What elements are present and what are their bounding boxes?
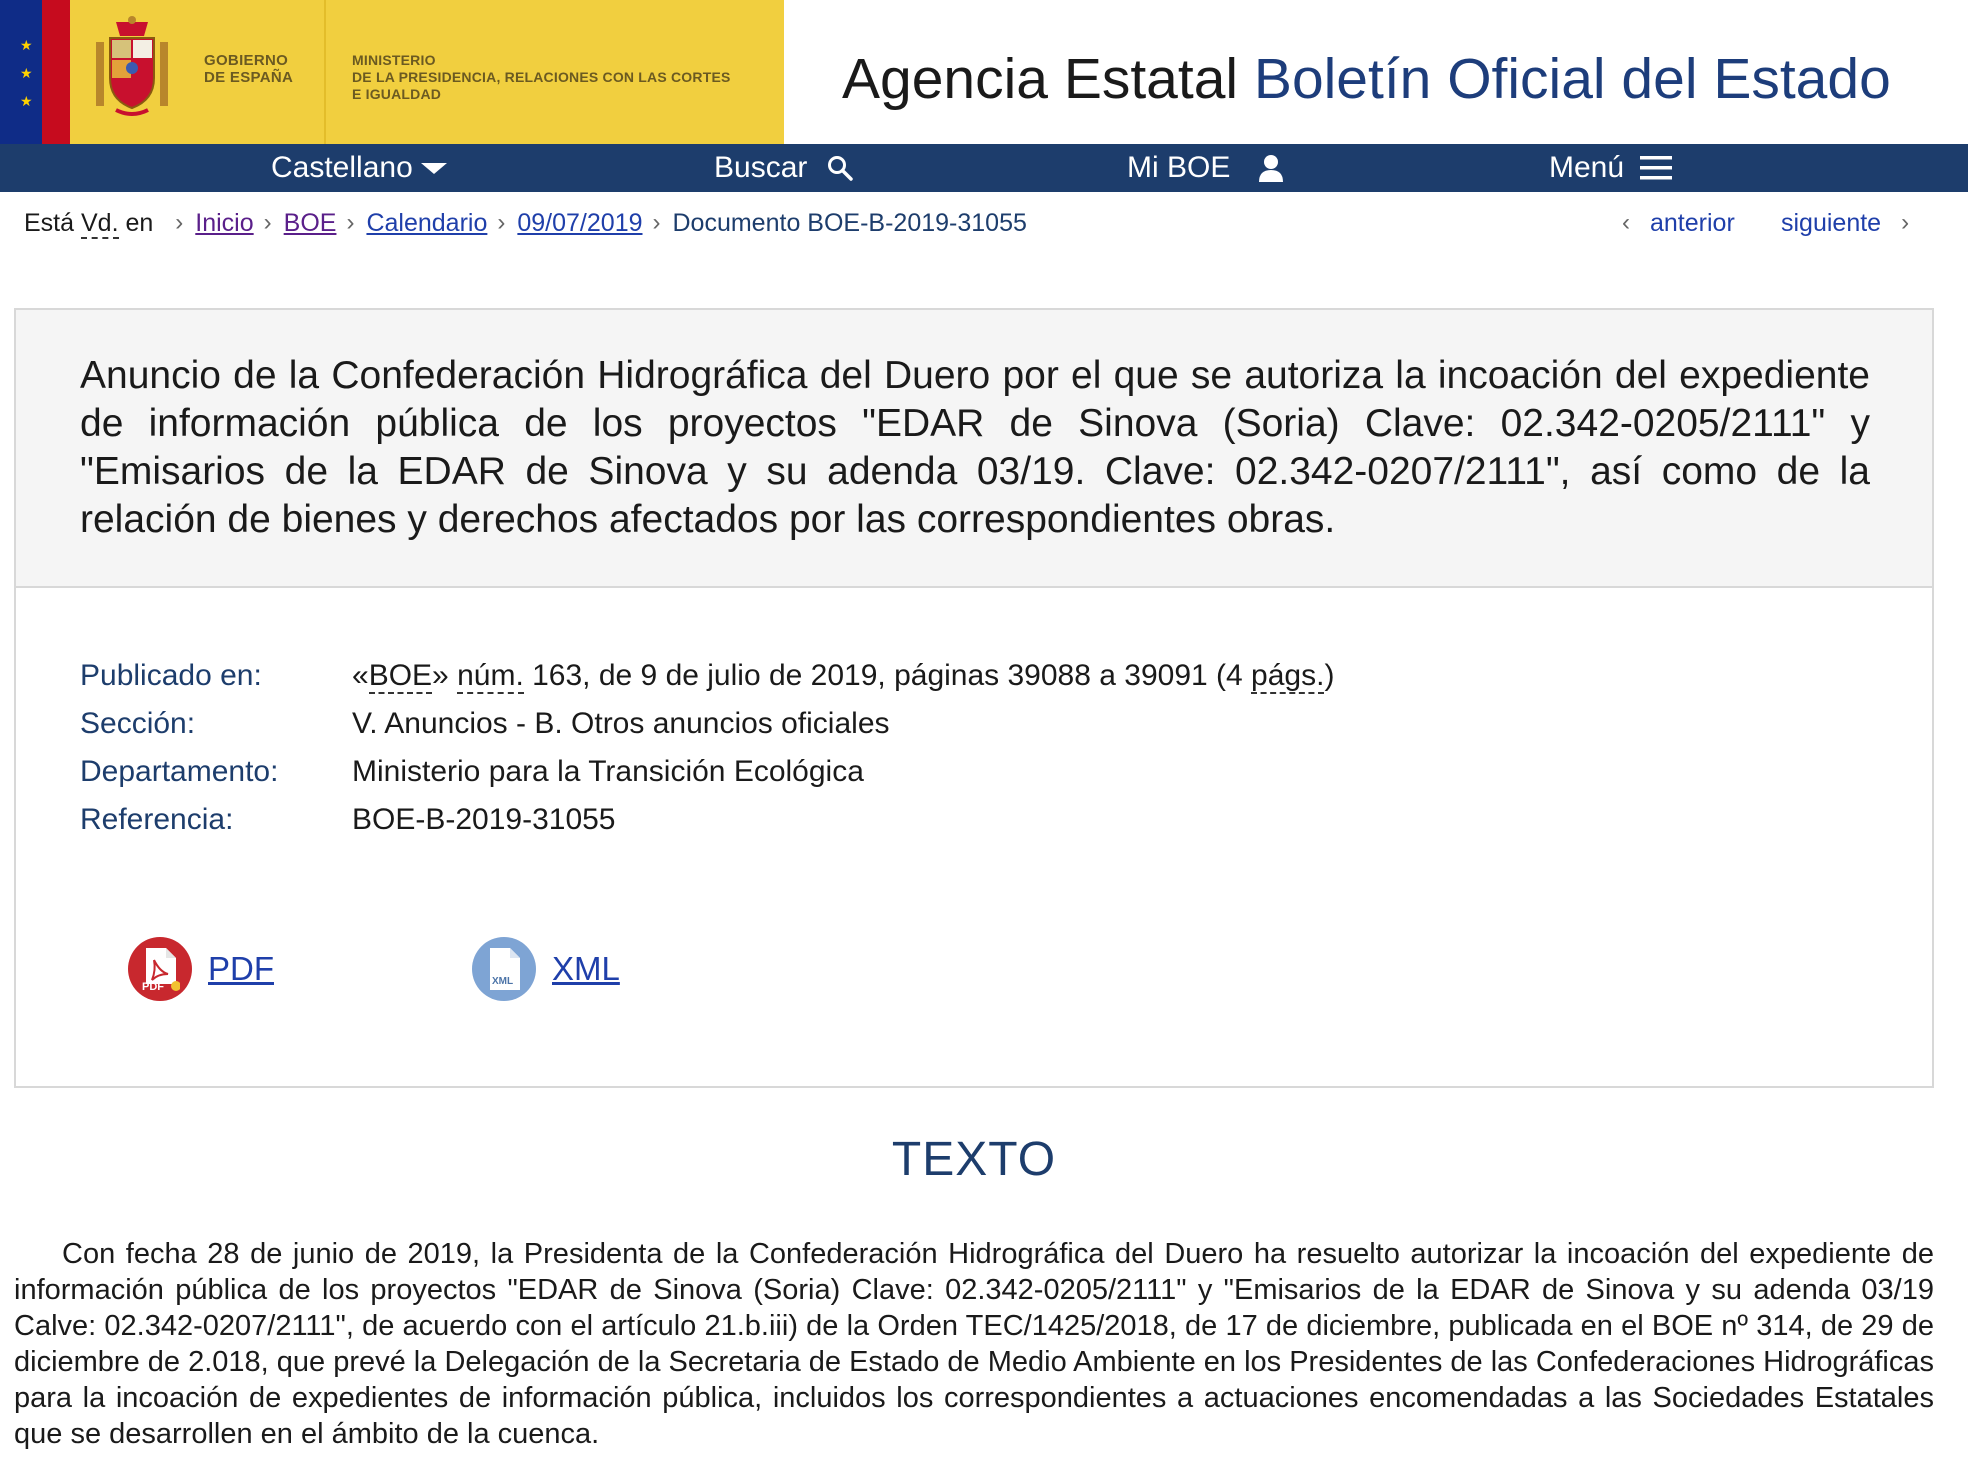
ministry-label: [352, 52, 792, 103]
chevron-right-icon: ›: [652, 209, 661, 236]
breadcrumb-prefix: [24, 209, 153, 238]
next-link[interactable]: [1781, 205, 1909, 241]
meta-value-published: [352, 652, 1334, 700]
abbr-boe: BOE: [368, 659, 433, 692]
breadcrumb-abbr: Vd.: [80, 208, 119, 237]
meta-row-reference: [80, 796, 1334, 844]
breadcrumb-prefix-text: en: [125, 208, 154, 237]
meta-text: »: [432, 659, 449, 692]
document-title: Anuncio de la Confederación Hidrográfica del Duero por el que se autoriza la incoación del expediente de información pública de los proyectos "EDAR de Sinova (Soria) Clave: 02.342-0205/2111" y "Emisarios de la EDAR de Sinova y su adenda 03/19. Clave: 02.342-0207/2111", así como de la relación de bienes y derechos afectados por las correspondientes obras.: [80, 354, 1870, 541]
prev-label: anterior: [1650, 208, 1735, 237]
search-icon: [827, 155, 853, 181]
pdf-icon: [128, 937, 192, 1001]
hamburger-icon: [1640, 155, 1672, 181]
main-navbar: [0, 144, 1968, 192]
government-logo[interactable]: [70, 0, 784, 144]
meta-key: Publicado en:: [80, 659, 262, 692]
chevron-right-icon: ›: [1901, 209, 1910, 236]
gov-line: DE ESPAÑA: [204, 69, 294, 86]
ministry-line: MINISTERIO: [352, 52, 436, 68]
ministry-line: E IGUALDAD: [352, 86, 442, 102]
menu-label: Menú: [1549, 151, 1625, 184]
xml-icon: [472, 937, 536, 1001]
chevron-right-icon: ›: [263, 209, 272, 236]
xml-download-link[interactable]: [472, 934, 620, 1004]
ministry-line: DE LA PRESIDENCIA, RELACIONES CON LAS CORTES: [352, 69, 731, 85]
search-button[interactable]: [714, 144, 853, 192]
breadcrumb-link-boe[interactable]: BOE: [283, 208, 337, 237]
meta-key: Departamento:: [80, 755, 279, 788]
document-metadata: [80, 652, 1334, 844]
pdf-download-link[interactable]: [128, 934, 274, 1004]
document-panel: [14, 308, 1934, 1088]
site-title-main: Boletín Oficial del Estado: [1253, 47, 1891, 111]
document-header: [16, 310, 1932, 588]
abbr-pags: págs.: [1251, 659, 1325, 692]
chevron-right-icon: ›: [175, 209, 184, 236]
meta-text: ): [1324, 659, 1335, 692]
site-header: [0, 0, 1968, 144]
caret-down-icon: [421, 161, 447, 175]
meta-row-published: [80, 652, 1334, 700]
meta-row-department: [80, 748, 1334, 796]
menu-button[interactable]: [1549, 144, 1672, 192]
language-selector[interactable]: [271, 144, 447, 192]
breadcrumb-current: Documento BOE-B-2019-31055: [672, 208, 1027, 237]
body-paragraph: Con fecha 28 de junio de 2019, la Presidenta de la Confederación Hidrográfica del Duero ha resuelto autorizar la incoación del expediente de información pública de los proyectos "EDAR de Sinova (Soria) Clave: 02.342-0205/2111" y "Emisarios de la EDAR de Sinova y su adenda 03/19 Calve: 02.342-0207/2111", de acuerdo con el artículo 21.b.iii) de la Orden TEC/1425/2018, de 17 de diciembre, publicada en el BOE nº 314, de 29 de diciembre de 2.018, que prevé la Delegación de la Secretaria de Estado de Medio Ambiente en los Presidentes de las Confederaciones Hidrográficas para la incoación de expedientes de información pública, incluidos los correspondientes a actuaciones encomendadas a las Sociedades Estatales que se desarrollen en el ámbito de la cuenca.: [14, 1238, 1934, 1450]
eu-strip: [0, 0, 14, 144]
meta-row-section: [80, 700, 1334, 748]
coat-of-arms-icon: [92, 14, 172, 120]
chevron-left-icon: ‹: [1622, 209, 1630, 236]
site-title[interactable]: [842, 46, 1891, 112]
xml-label: XML: [552, 950, 620, 987]
star-icon: ★: [20, 93, 33, 109]
breadcrumb-link-date[interactable]: 09/07/2019: [517, 208, 643, 237]
eu-flag: [14, 0, 42, 144]
pdf-icon-text: PDF: [142, 981, 164, 992]
meta-key: Sección:: [80, 707, 196, 740]
meta-value-department: Ministerio para la Transición Ecológica: [352, 755, 864, 788]
user-icon: [1258, 154, 1284, 182]
breadcrumb-link-calendario[interactable]: Calendario: [366, 208, 488, 237]
site-title-prefix: Agencia Estatal: [842, 47, 1239, 111]
next-label: siguiente: [1781, 208, 1882, 237]
breadcrumb: [24, 205, 1027, 241]
government-label: [204, 52, 293, 86]
chevron-right-icon: ›: [346, 209, 355, 236]
search-label: Buscar: [714, 151, 808, 184]
breadcrumb-prefix-text: Está: [24, 208, 75, 237]
gov-line: GOBIERNO: [204, 52, 289, 69]
meta-text: «: [352, 659, 369, 692]
meta-key: Referencia:: [80, 803, 234, 836]
breadcrumb-link-inicio[interactable]: Inicio: [195, 208, 254, 237]
prev-link[interactable]: [1622, 205, 1735, 241]
pdf-label: PDF: [208, 950, 274, 987]
my-boe-button[interactable]: [1127, 144, 1284, 192]
pdf-file-glyph: [140, 946, 180, 992]
spain-flag-band: [42, 0, 70, 144]
xml-file-glyph: [486, 946, 522, 992]
meta-value-reference: BOE-B-2019-31055: [352, 803, 616, 836]
meta-value-section: V. Anuncios - B. Otros anuncios oficiales: [352, 707, 890, 740]
meta-text: 163, de 9 de julio de 2019, páginas 39088 a 39091 (4: [523, 659, 1252, 692]
star-icon: ★: [20, 65, 33, 81]
language-label: Castellano: [271, 151, 413, 184]
abbr-num: núm.: [457, 659, 524, 692]
chevron-right-icon: ›: [497, 209, 506, 236]
section-heading: TEXTO: [891, 1133, 1057, 1186]
my-boe-label: Mi BOE: [1127, 151, 1231, 184]
star-icon: ★: [20, 37, 33, 53]
logo-divider: [324, 0, 326, 144]
xml-icon-text: XML: [492, 976, 514, 987]
